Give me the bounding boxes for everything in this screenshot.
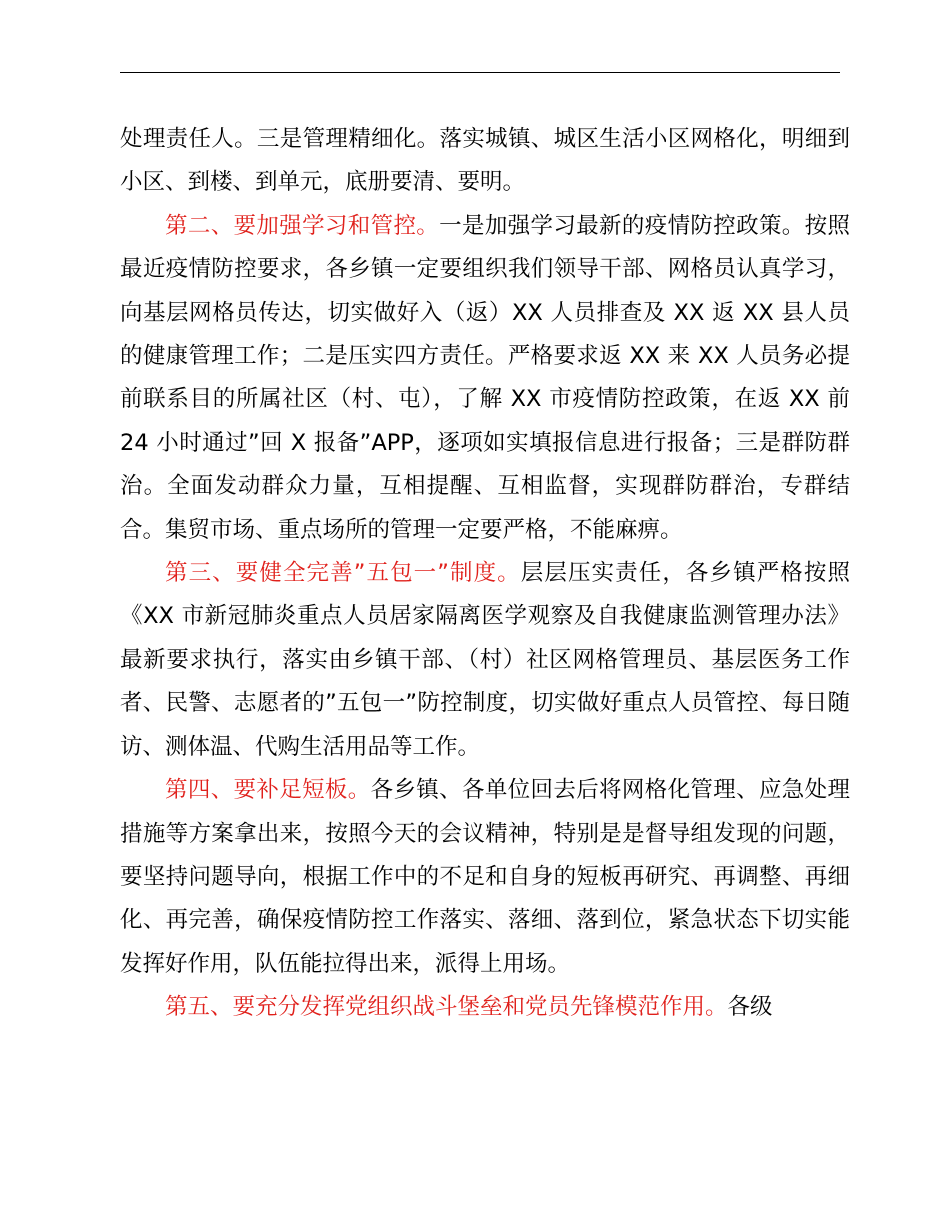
paragraph-fifth xyxy=(120,986,850,1029)
paragraph-third xyxy=(120,552,850,769)
paragraph-text: 各乡镇、各单位回去后将网格化管理、应急处理措施等方案拿出来，按照今天的会议精神，特别是是督导组发现的问题，要坚持问题导向，根据工作中的不足和自身的短板再研究、再调整、再细化、再完善，确保疫情防控工作落实、落细、落到位，紧急状态下切实能发挥好作用，队伍能拉得出来，派得上用场。 xyxy=(120,777,850,977)
paragraph-text: 处理责任人。三是管理精细化。落实城镇、城区生活小区网格化，明细到小区、到楼、到单元，底册要清、要明。 xyxy=(120,126,850,196)
document-body xyxy=(120,118,850,1030)
paragraph-text: 层层压实责任，各乡镇严格按照《XX 市新冠肺炎重点人员居家隔离医学观察及自我健康监测管理办法》最新要求执行，落实由乡镇干部、（村）社区网格管理员、基层医务工作者、民警、志愿者的”五包一”防控制度，切实做好重点人员管控、每日随访、测体温、代购生活用品等工作。 xyxy=(120,560,850,760)
section-heading: 第二、要加强学习和管控。 xyxy=(165,212,440,239)
paragraph-fourth xyxy=(120,769,850,986)
header-rule xyxy=(120,72,840,73)
paragraph-text: 一是加强学习最新的疫情防控政策。按照最近疫情防控要求，各乡镇一定要组织我们领导干部、网格员认真学习，向基层网格员传达，切实做好入（返）XX 人员排查及 XX 返 XX 县人员的健康管理工作；二是压实四方责任。严格要求返 XX 来 XX 人员务必提前联系目的所属社区（村、屯），了解 XX 市疫情防控政策，在返 XX 前 24 小时通过”回 X 报备”APP，逐项如实填报信息进行报备；三是群防群治。全面发动群众力量，互相提醒、互相监督，实现群防群治，专群结合。集贸市场、重点场所的管理一定要严格，不能麻痹。 xyxy=(120,212,850,543)
section-heading: 第三、要健全完善”五包一”制度。 xyxy=(165,560,521,587)
paragraph-second xyxy=(120,205,850,552)
paragraph-text: 各级 xyxy=(727,994,773,1021)
paragraph-continuation xyxy=(120,118,850,205)
section-heading: 第五、要充分发挥党组织战斗堡垒和党员先锋模范作用。 xyxy=(165,994,728,1021)
section-heading: 第四、要补足短板。 xyxy=(165,777,371,804)
